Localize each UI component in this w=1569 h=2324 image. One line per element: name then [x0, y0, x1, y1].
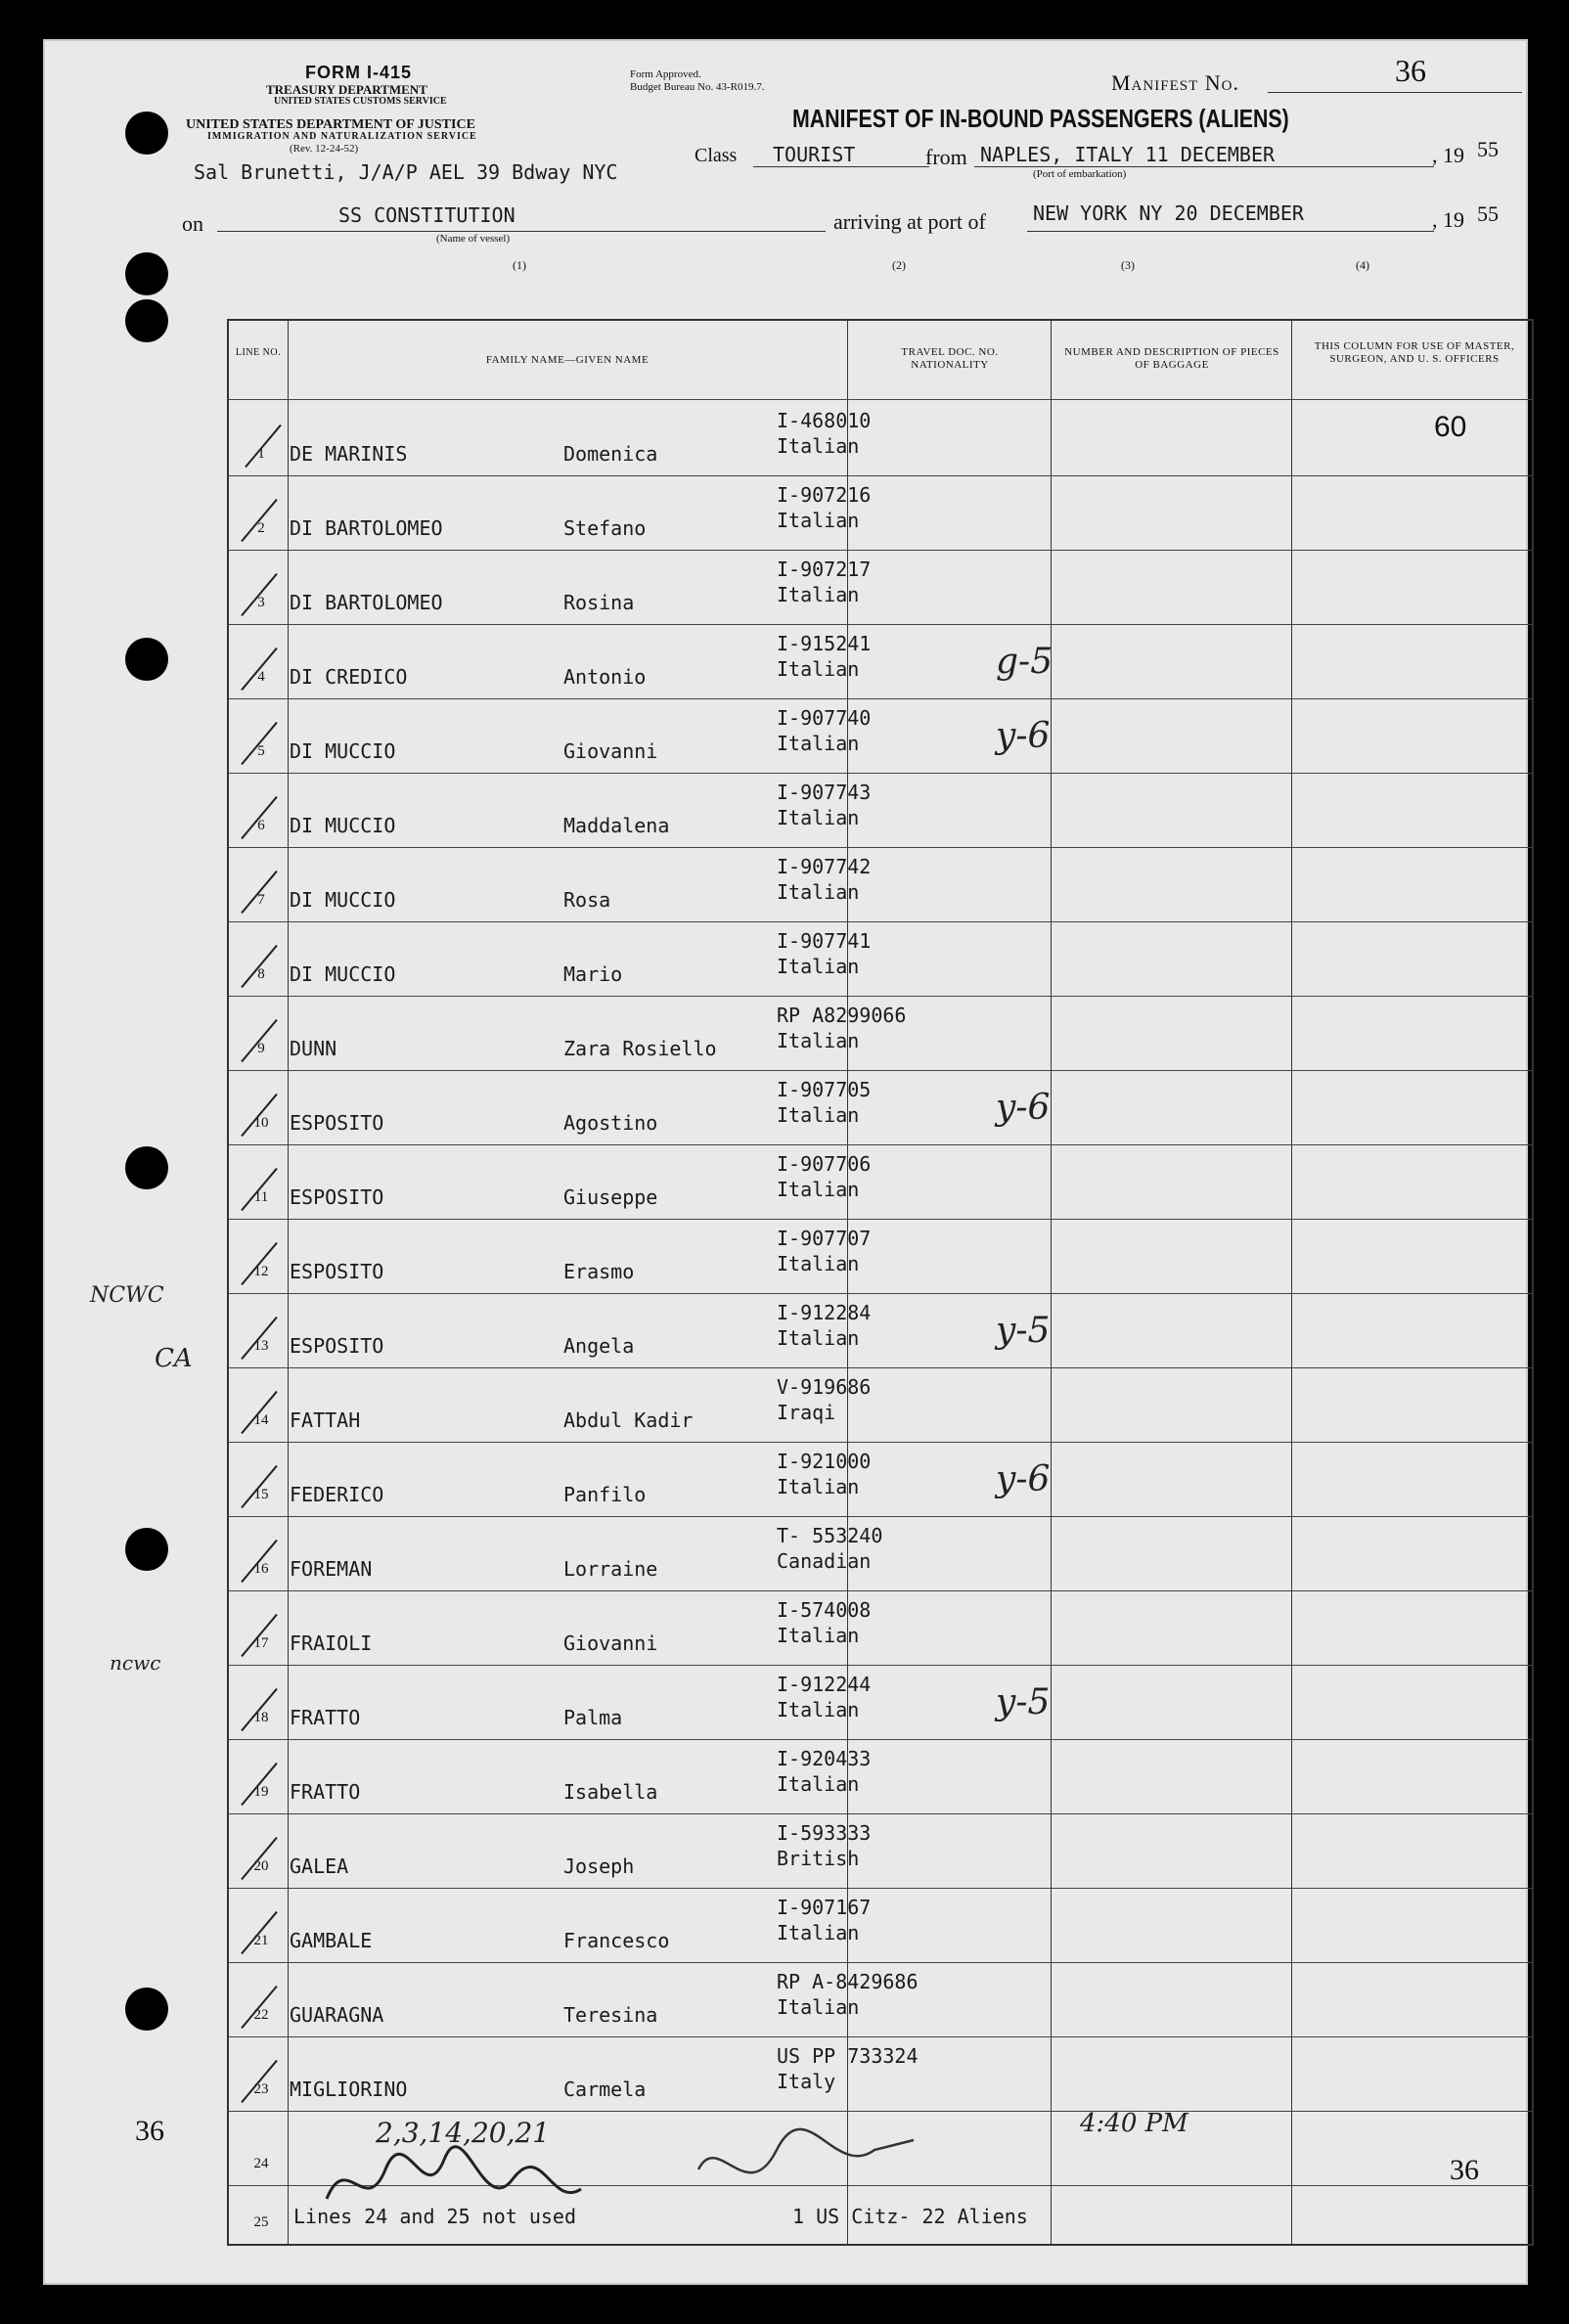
travel-doc-number: I-907706: [777, 1152, 872, 1176]
family-name: DI BARTOLOMEO: [290, 591, 443, 614]
table-row: [229, 1516, 1536, 1590]
travel-doc-number: V-919686: [777, 1375, 872, 1399]
treasury-label: TREASURY DEPARTMENT: [266, 82, 427, 97]
nationality: Italian: [777, 1995, 860, 2019]
baggage: y-6: [996, 716, 1051, 756]
table-row: [229, 921, 1536, 996]
given-name: Teresina: [563, 2003, 658, 2027]
family-name: FRAIOLI: [290, 1631, 373, 1655]
family-name: MIGLIORINO: [290, 2078, 408, 2101]
officer-note: 60: [1434, 411, 1467, 443]
given-name: Abdul Kadir: [563, 1408, 694, 1432]
header-divider: [229, 399, 1532, 400]
given-name: Domenica: [563, 442, 658, 466]
line-number: 18: [253, 1710, 269, 1725]
column-number-2: (2): [892, 258, 906, 272]
punch-hole: [125, 1528, 168, 1571]
form-approved: Form Approved.: [630, 68, 701, 80]
nationality: Italy: [777, 2070, 836, 2093]
family-name: DI MUCCIO: [290, 888, 396, 912]
given-name: Agostino: [563, 1111, 658, 1135]
table-row: [229, 1219, 1536, 1293]
family-name: ESPOSITO: [290, 1334, 384, 1358]
travel-doc-number: T- 553240: [777, 1524, 883, 1547]
table-row: [229, 1590, 1536, 1665]
given-name: Mario: [563, 962, 623, 986]
nationality: Italian: [777, 1698, 860, 1721]
punch-hole: [125, 299, 168, 342]
nationality: Italian: [777, 806, 860, 829]
table-row: [229, 475, 1536, 550]
nationality: Italian: [777, 732, 860, 755]
baggage: g-5: [996, 642, 1053, 682]
nationality: Italian: [777, 1029, 860, 1052]
class-value: TOURIST: [773, 143, 856, 166]
travel-doc-number: I-593333: [777, 1821, 872, 1845]
table-row: [229, 1888, 1536, 1962]
family-name: DUNN: [290, 1037, 337, 1060]
given-name: Rosina: [563, 591, 635, 614]
from-label: from: [925, 145, 967, 169]
table-row: [229, 1070, 1536, 1144]
line-number: 14: [253, 1412, 269, 1428]
line-number: 2: [257, 520, 265, 536]
agent-line: Sal Brunetti, J/A/P AEL 39 Bdway NYC: [194, 160, 618, 184]
nationality: Canadian: [777, 1549, 872, 1573]
family-name: GAMBALE: [290, 1929, 373, 1952]
line-number: 5: [257, 743, 265, 759]
table-row: [229, 996, 1536, 1070]
line-number: 17: [253, 1635, 269, 1651]
column-number-4: (4): [1356, 258, 1369, 272]
year-value: 55: [1477, 137, 1499, 161]
nationality: British: [777, 1847, 860, 1870]
line-number: 12: [253, 1264, 269, 1279]
line-number: 16: [253, 1561, 269, 1577]
passenger-table: [227, 319, 1534, 2246]
travel-doc-number: I-907741: [777, 929, 872, 953]
table-row: [229, 773, 1536, 847]
vessel-name: SS CONSTITUTION: [338, 203, 516, 227]
line-number: 1: [257, 446, 265, 462]
class-underline: [753, 166, 929, 167]
family-name: GALEA: [290, 1855, 349, 1878]
margin-note-ncwc: NCWC: [90, 1283, 164, 1308]
given-name: Stefano: [563, 516, 647, 540]
nationality: Italian: [777, 880, 860, 904]
given-name: Maddalena: [563, 814, 670, 837]
given-name: Giuseppe: [563, 1185, 658, 1209]
column-number-3: (3): [1121, 258, 1135, 272]
manifest-label: Manifest No.: [1111, 70, 1239, 95]
table-row: [229, 1442, 1536, 1516]
family-name: DE MARINIS: [290, 442, 408, 466]
family-name: FEDERICO: [290, 1483, 384, 1506]
nationality: Italian: [777, 1252, 860, 1275]
given-name: Zara Rosiello: [563, 1037, 717, 1060]
family-name: ESPOSITO: [290, 1185, 384, 1209]
handwritten-time: 4:40 PM: [1080, 2109, 1188, 2138]
column-number-1: (1): [513, 258, 526, 272]
line-number: 10: [253, 1115, 269, 1131]
line-number: 13: [253, 1338, 269, 1354]
travel-doc-number: I-907742: [777, 855, 872, 878]
given-name: Giovanni: [563, 739, 658, 763]
margin-note-ncwc: ncwc: [110, 1651, 161, 1675]
travel-doc-number: I-468010: [777, 409, 872, 432]
travel-doc-number: I-907167: [777, 1896, 872, 1919]
travel-doc-number: I-907217: [777, 558, 872, 581]
line-number: 21: [253, 1933, 269, 1948]
nationality: Italian: [777, 1772, 860, 1796]
arriving-underline: [1027, 231, 1434, 232]
travel-doc-number: I-912244: [777, 1673, 872, 1696]
from-value: NAPLES, ITALY 11 DECEMBER: [980, 143, 1276, 166]
family-name: FRATTO: [290, 1706, 361, 1729]
travel-doc-number: RP A8299066: [777, 1004, 907, 1027]
baggage: y-5: [996, 1311, 1051, 1351]
table-row: [229, 698, 1536, 773]
given-name: Francesco: [563, 1929, 670, 1952]
given-name: Isabella: [563, 1780, 658, 1804]
form-number: FORM I-415: [305, 63, 413, 82]
travel-doc-number: I-912284: [777, 1301, 872, 1324]
family-name: DI MUCCIO: [290, 739, 396, 763]
year-prefix: , 19: [1432, 207, 1464, 232]
customs-label: UNITED STATES CUSTOMS SERVICE: [274, 96, 447, 107]
page-number-left: 36: [135, 2115, 164, 2147]
nationality: Iraqi: [777, 1401, 836, 1424]
line-number: 20: [253, 1858, 269, 1874]
family-name: FATTAH: [290, 1408, 361, 1432]
column-header-name: FAMILY NAME—GIVEN NAME: [485, 354, 650, 366]
nationality: Italian: [777, 1921, 860, 1944]
given-name: Giovanni: [563, 1631, 658, 1655]
travel-doc-number: I-907743: [777, 781, 872, 804]
given-name: Angela: [563, 1334, 635, 1358]
line-number: 23: [253, 2081, 269, 2097]
travel-doc-number: I-907740: [777, 706, 872, 730]
given-name: Rosa: [563, 888, 611, 912]
line-number: 11: [253, 1189, 269, 1205]
nationality: Italian: [777, 434, 860, 458]
unused-lines-note: Lines 24 and 25 not used: [293, 2205, 576, 2228]
vessel-underline: [217, 231, 826, 232]
family-name: DI MUCCIO: [290, 814, 396, 837]
doj-label: UNITED STATES DEPARTMENT OF JUSTICE: [186, 117, 475, 132]
nationality: Italian: [777, 657, 860, 681]
given-name: Palma: [563, 1706, 623, 1729]
travel-doc-number: RP A-8429686: [777, 1970, 919, 1993]
table-row: [229, 1962, 1536, 2036]
table-row: [229, 401, 1536, 475]
given-name: Lorraine: [563, 1557, 658, 1581]
travel-doc-number: I-907707: [777, 1227, 872, 1250]
budget-bureau: Budget Bureau No. 43-R019.7.: [630, 81, 765, 93]
travel-doc-number: I-915241: [777, 632, 872, 655]
margin-note-ca: CA: [155, 1344, 193, 1373]
column-header-baggage: NUMBER AND DESCRIPTION OF PIECES OF BAGGAGE: [1064, 346, 1279, 371]
given-name: Carmela: [563, 2078, 647, 2101]
manifest-title: MANIFEST OF IN-BOUND PASSENGERS (ALIENS): [792, 104, 1289, 133]
handwritten-signature: [288, 2121, 992, 2238]
page-number-right: 36: [1450, 2154, 1479, 2186]
line-number: 4: [257, 669, 265, 685]
line-number: 22: [253, 2007, 269, 2023]
baggage: y-6: [996, 1088, 1051, 1128]
travel-doc-number: I-907705: [777, 1078, 872, 1101]
column-header-travel-doc: TRAVEL DOC. NO. NATIONALITY: [901, 346, 999, 371]
punch-hole: [125, 638, 168, 681]
line-number: 25: [253, 2214, 269, 2230]
line-number: 15: [253, 1487, 269, 1502]
nationality: Italian: [777, 1103, 860, 1127]
table-row: [229, 1665, 1536, 1739]
arriving-value: NEW YORK NY 20 DECEMBER: [1033, 201, 1304, 225]
column-header-line-no: LINE NO.: [235, 347, 282, 358]
table-row: [229, 1367, 1536, 1442]
line-number: 9: [257, 1041, 265, 1056]
vessel-caption: (Name of vessel): [436, 233, 511, 245]
revision-label: (Rev. 12-24-52): [290, 143, 359, 155]
manifest-page: [43, 39, 1528, 2285]
punch-hole: [125, 1988, 168, 2031]
year-prefix: , 19: [1432, 143, 1464, 167]
table-row: [229, 1739, 1536, 1813]
line-number: 19: [253, 1784, 269, 1800]
travel-doc-number: I-920433: [777, 1747, 872, 1770]
on-label: on: [182, 211, 203, 236]
line-number: 7: [257, 892, 265, 908]
travel-doc-number: I-907216: [777, 483, 872, 507]
family-name: ESPOSITO: [290, 1111, 384, 1135]
family-name: DI BARTOLOMEO: [290, 516, 443, 540]
year-value: 55: [1477, 201, 1499, 226]
table-row: [229, 1813, 1536, 1888]
manifest-number: 36: [1395, 53, 1426, 88]
nationality: Italian: [777, 1624, 860, 1647]
punch-hole: [125, 1146, 168, 1189]
given-name: Joseph: [563, 1855, 635, 1878]
line-number: 6: [257, 818, 265, 833]
nationality: Italian: [777, 955, 860, 978]
family-name: FOREMAN: [290, 1557, 373, 1581]
table-row: [229, 550, 1536, 624]
punch-hole: [125, 112, 168, 155]
nationality: Italian: [777, 1178, 860, 1201]
nationality: Italian: [777, 509, 860, 532]
travel-doc-number: US PP 733324: [777, 2044, 919, 2068]
class-label: Class: [695, 145, 738, 166]
family-name: GUARAGNA: [290, 2003, 384, 2027]
family-name: DI MUCCIO: [290, 962, 396, 986]
passenger-summary: 1 US Citz- 22 Aliens: [792, 2205, 1028, 2228]
arriving-label: arriving at port of: [833, 209, 986, 234]
table-row: [229, 1293, 1536, 1367]
travel-doc-number: I-921000: [777, 1450, 872, 1473]
line-number: 3: [257, 595, 265, 610]
travel-doc-number: I-574008: [777, 1598, 872, 1622]
nationality: Italian: [777, 1475, 860, 1498]
manifest-underline: [1268, 92, 1522, 93]
table-row: [229, 847, 1536, 921]
line-number: 8: [257, 966, 265, 982]
handwritten-line-list: 2,3,14,20,21: [376, 2117, 551, 2149]
table-row: [229, 1144, 1536, 1219]
family-name: FRATTO: [290, 1780, 361, 1804]
line-number: 24: [253, 2156, 269, 2171]
given-name: Antonio: [563, 665, 647, 689]
family-name: DI CREDICO: [290, 665, 408, 689]
table-row: [229, 624, 1536, 698]
from-underline: [974, 166, 1434, 167]
baggage: y-5: [996, 1682, 1051, 1722]
punch-hole: [125, 252, 168, 295]
given-name: Erasmo: [563, 1260, 635, 1283]
nationality: Italian: [777, 583, 860, 606]
family-name: ESPOSITO: [290, 1260, 384, 1283]
ins-label: IMMIGRATION AND NATURALIZATION SERVICE: [207, 131, 477, 142]
nationality: Italian: [777, 1326, 860, 1350]
column-header-officers: THIS COLUMN FOR USE OF MASTER, SURGEON, AND U. S. OFFICERS: [1314, 340, 1515, 365]
port-embark-caption: (Port of embarkation): [1033, 168, 1127, 180]
table-row: [229, 2036, 1536, 2111]
baggage: y-6: [996, 1459, 1051, 1499]
given-name: Panfilo: [563, 1483, 647, 1506]
